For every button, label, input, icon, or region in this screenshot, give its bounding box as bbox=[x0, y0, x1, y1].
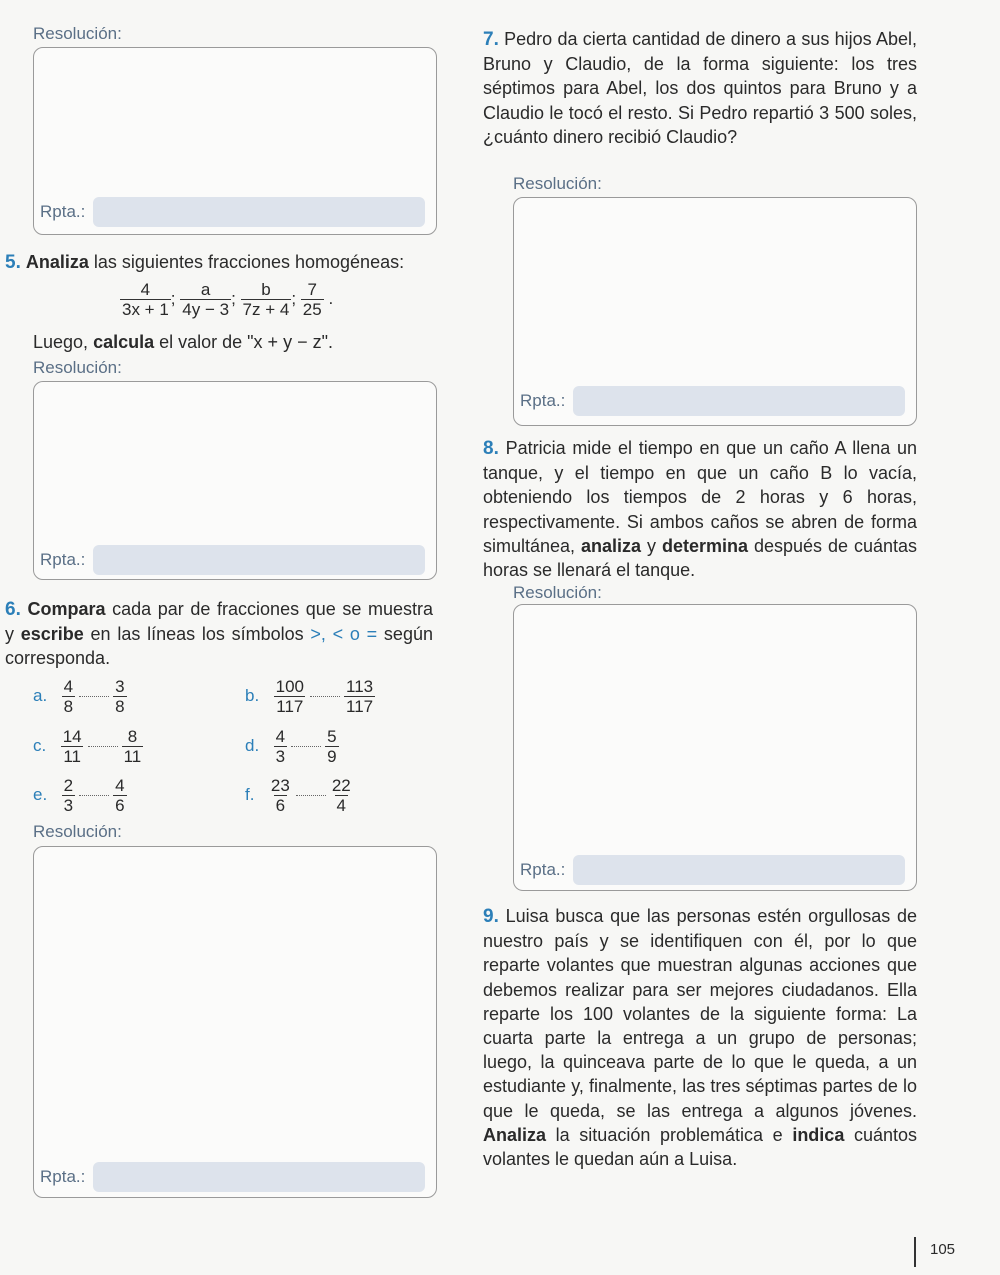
answer-label: Rpta.: bbox=[520, 391, 566, 410]
compare-item-e: e. $\frac{2}{3}$ $\frac{4}{6}$ bbox=[33, 776, 125, 815]
fraction: $\frac{4}{3x + 1}$ bbox=[122, 280, 169, 319]
answer-blank[interactable] bbox=[79, 696, 109, 697]
question-number: 9. bbox=[483, 906, 499, 927]
answer-blank[interactable] bbox=[88, 746, 118, 747]
answer-row-q5 bbox=[40, 545, 425, 575]
question-number: 7. bbox=[483, 29, 499, 50]
question-5-instruction: Luego, calcula el valor de "x + y − z". bbox=[33, 332, 333, 352]
answer-blank[interactable] bbox=[79, 795, 109, 796]
question-6-text: 6. Compara cada par de fracciones que se muestra y escribe en las líneas los símbolos >, < o = según corresponda. bbox=[5, 599, 433, 669]
compare-item-c: c. $\frac{14}{11}$ $\frac{8}{11}$ bbox=[33, 727, 142, 766]
answer-field[interactable] bbox=[573, 855, 905, 885]
compare-item-b: b. $\frac{100}{117}$ $\frac{113}{117}$ bbox=[245, 677, 374, 716]
resolution-label-q6: Resolución: bbox=[33, 822, 122, 841]
question-number: 6. bbox=[5, 599, 21, 620]
answer-label: Rpta.: bbox=[520, 860, 566, 879]
answer-row-q6 bbox=[40, 1162, 425, 1192]
resolution-label-q8: Resolución: bbox=[513, 583, 602, 602]
page-number-divider bbox=[914, 1237, 916, 1267]
answer-blank[interactable] bbox=[296, 795, 326, 796]
question-9-text: 9. Luisa busca que las personas estén orgullosas de nuestro país y se identifiquen con él, por lo que reparte volantes que muestran algunas acciones que debemos realizar para ser mejores ciudadanos. Ella reparte los 100 volantes de la siguiente forma: La cuarta parte la entrega a un grupo de personas; luego, la quinceava parte de lo que le queda, a un estudiante y, finalmente, las tres séptimas partes de lo que le queda, se las entrega a algunos jóvenes. Analiza la situación problemática e indica cuántos volantes le quedan aún a Luisa. bbox=[483, 906, 918, 1170]
compare-item-d: d. $\frac{4}{3}$ $\frac{5}{9}$ bbox=[245, 727, 337, 766]
answer-field[interactable] bbox=[93, 545, 425, 575]
question-number: 5. bbox=[5, 252, 21, 273]
resolution-label-q4: Resolución: bbox=[33, 24, 122, 43]
answer-field[interactable] bbox=[93, 1162, 425, 1192]
page-number: 105 bbox=[930, 1241, 956, 1258]
fraction: $\frac{7}{25}$ bbox=[302, 280, 322, 319]
answer-blank[interactable] bbox=[291, 746, 321, 747]
fraction-list: $\frac{4}{3x + 1}$ ; $\frac{a}{4y - 3}$ ; $\frac{b}{7z + 4}$ ; $\frac{7}{25}$ . bbox=[122, 280, 334, 319]
resolution-label-q5: Resolución: bbox=[33, 358, 122, 377]
answer-label: Rpta.: bbox=[40, 202, 86, 221]
answer-field[interactable] bbox=[573, 386, 905, 416]
resolution-box-q6[interactable] bbox=[33, 846, 437, 1198]
resolution-box-q8[interactable] bbox=[513, 604, 917, 891]
resolution-label-q7: Resolución: bbox=[513, 174, 602, 193]
question-number: 8. bbox=[483, 438, 499, 459]
fraction: $\frac{a}{4y - 3}$ bbox=[182, 280, 230, 319]
fraction: $\frac{b}{7z + 4}$ bbox=[242, 280, 290, 319]
question-5-text bbox=[5, 250, 435, 275]
answer-row-q8 bbox=[520, 855, 905, 885]
text: las siguientes fracciones homogéneas: bbox=[88, 252, 405, 272]
answer-row-q7 bbox=[520, 386, 905, 416]
text: Pedro da cierta cantidad de dinero a sus hijos Abel, Bruno y Claudio, de la forma siguiente: los tres séptimos para Abel, los dos quintos para Bruno y a Claudio le tocó el resto. Si Pedro repartió 3 500 soles, ¿cuánto dinero recibió Claudio? bbox=[483, 29, 917, 147]
answer-label: Rpta.: bbox=[40, 1167, 86, 1186]
answer-blank[interactable] bbox=[310, 696, 340, 697]
compare-item-f: f. $\frac{23}{6}$ $\frac{22}{4}$ bbox=[245, 776, 351, 815]
answer-row-q4 bbox=[40, 197, 425, 227]
answer-label: Rpta.: bbox=[40, 550, 86, 569]
question-8-text: 8. Patricia mide el tiempo en que un caño A llena un tanque, y el tiempo en que un caño B lo vacía, obteniendo los tiempos de 2 horas y 6 horas, respectivamente. Si ambos caños se abren de forma simultánea, analiza y determina después de cuántas horas se llenará el tanque. bbox=[483, 438, 917, 581]
question-7-text bbox=[483, 27, 917, 149]
answer-field[interactable] bbox=[93, 197, 425, 227]
keyword: Analiza bbox=[25, 252, 89, 272]
compare-item-a: a. $\frac{4}{8}$ $\frac{3}{8}$ bbox=[33, 677, 125, 716]
